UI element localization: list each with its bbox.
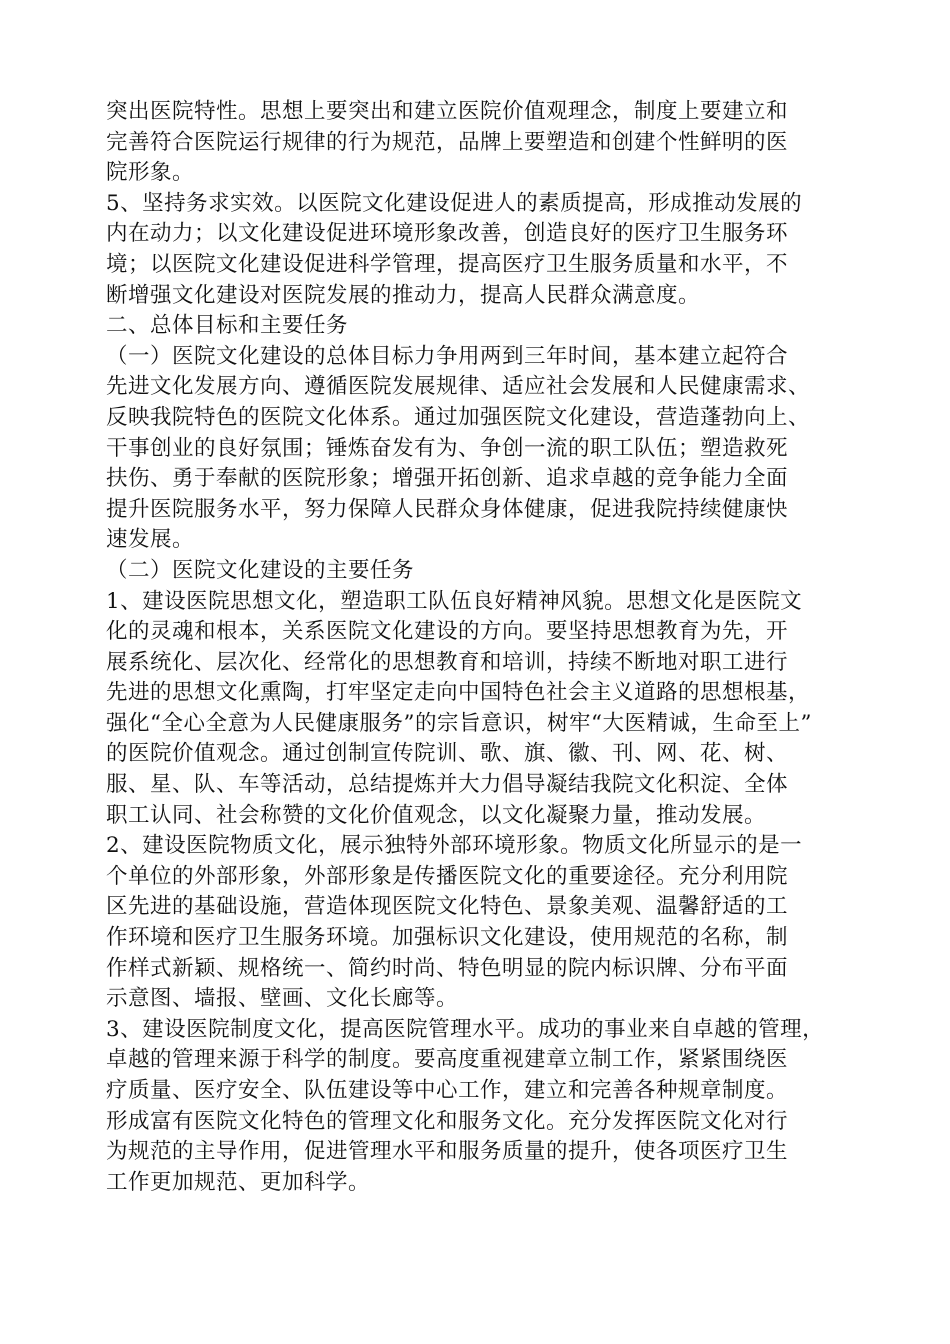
text-line: 的医院价值观念。通过创制宣传院训、歌、旗、徽、刊、网、花、树、 [106, 741, 789, 767]
text-line: 形成富有医院文化特色的管理文化和服务文化。充分发挥医院文化对行 [106, 1108, 789, 1134]
text-line: 院形象。 [106, 160, 195, 186]
text-line: 扶伤、勇于奉献的医院形象；增强开拓创新、追求卓越的竞争能力全面 [106, 466, 789, 492]
text-line: 示意图、墙报、壁画、文化长廊等。 [106, 986, 459, 1012]
text-line: 境；以医院文化建设促进科学管理，提高医疗卫生服务质量和水平，不 [106, 251, 789, 277]
text-line: 提升医院服务水平，努力保障人民群众身体健康，促进我院持续健康快 [106, 496, 789, 522]
text-line: 内在动力；以文化建设促进环境形象改善，创造良好的医疗卫生服务环 [106, 221, 789, 247]
text-line: 速发展。 [106, 527, 195, 553]
text-line: 完善符合医院运行规律的行为规范，品牌上要塑造和创建个性鲜明的医 [106, 129, 789, 155]
text-line: 作环境和医疗卫生服务环境。加强标识文化建设，使用规范的名称，制 [106, 925, 789, 951]
text-line: 个单位的外部形象，外部形象是传播医院文化的重要途径。充分利用院 [106, 863, 789, 889]
text-line: 区先进的基础设施，营造体现医院文化特色、景象美观、温馨舒适的工 [106, 894, 789, 920]
text-line: 作样式新颖、规格统一、简约时尚、特色明显的院内标识牌、分布平面 [106, 955, 789, 981]
text-line: 疗质量、医疗安全、队伍建设等中心工作，建立和完善各种规章制度。 [106, 1078, 789, 1103]
text-line: 为规范的主导作用，促进管理水平和服务质量的提升，使各项医疗卫生 [106, 1139, 789, 1165]
text-line: 2、建设医院物质文化，展示独特外部环境形象。物质文化所显示的是一 [106, 833, 803, 859]
text-line: 化的灵魂和根本，关系医院文化建设的方向。要坚持思想教育为先，开 [106, 619, 789, 645]
text-line: 断增强文化建设对医院发展的推动力，提高人民群众满意度。 [106, 282, 701, 308]
text-line: 突出医院特性。思想上要突出和建立医院价值观理念，制度上要建立和 [106, 99, 789, 124]
text-line: 展系统化、层次化、经常化的思想教育和培训，持续不断地对职工进行 [106, 649, 789, 675]
text-line: 先进的思想文化熏陶，打牢坚定走向中国特色社会主义道路的思想根基， [106, 680, 811, 706]
document-body [106, 97, 846, 1198]
subsection-heading: （二）医院文化建设的主要任务 [106, 557, 415, 583]
section-heading: 二、总体目标和主要任务 [106, 313, 349, 339]
text-line: 1、建设医院思想文化，塑造职工队伍良好精神风貌。思想文化是医院文 [106, 588, 803, 614]
text-line: （一）医院文化建设的总体目标力争用两到三年时间，基本建立起符合 [106, 343, 789, 369]
text-line: 职工认同、社会称赞的文化价值观念，以文化凝聚力量，推动发展。 [106, 802, 767, 828]
text-line: 工作更加规范、更加科学。 [106, 1169, 371, 1195]
text-line: 反映我院特色的医院文化体系。通过加强医院文化建设，营造蓬勃向上、 [106, 404, 811, 430]
text-line: 3、建设医院制度文化，提高医院管理水平。成功的事业来自卓越的管理， [106, 1016, 825, 1042]
text-line: 先进文化发展方向、遵循医院发展规律、适应社会发展和人民健康需求、 [106, 374, 811, 400]
text-line: 服、星、队、车等活动，总结提炼并大力倡导凝结我院文化积淀、全体 [106, 772, 789, 798]
text-line: 强化“全心全意为人民健康服务”的宗旨意识，树牢“大医精诚，生命至上” [106, 710, 812, 736]
text-line: 卓越的管理来源于科学的制度。要高度重视建章立制工作，紧紧围绕医 [106, 1047, 789, 1073]
text-line: 干事创业的良好氛围；锤炼奋发有为、争创一流的职工队伍；塑造救死 [106, 435, 789, 461]
text-line: 5、坚持务求实效。以医院文化建设促进人的素质提高，形成推动发展的 [106, 190, 803, 216]
